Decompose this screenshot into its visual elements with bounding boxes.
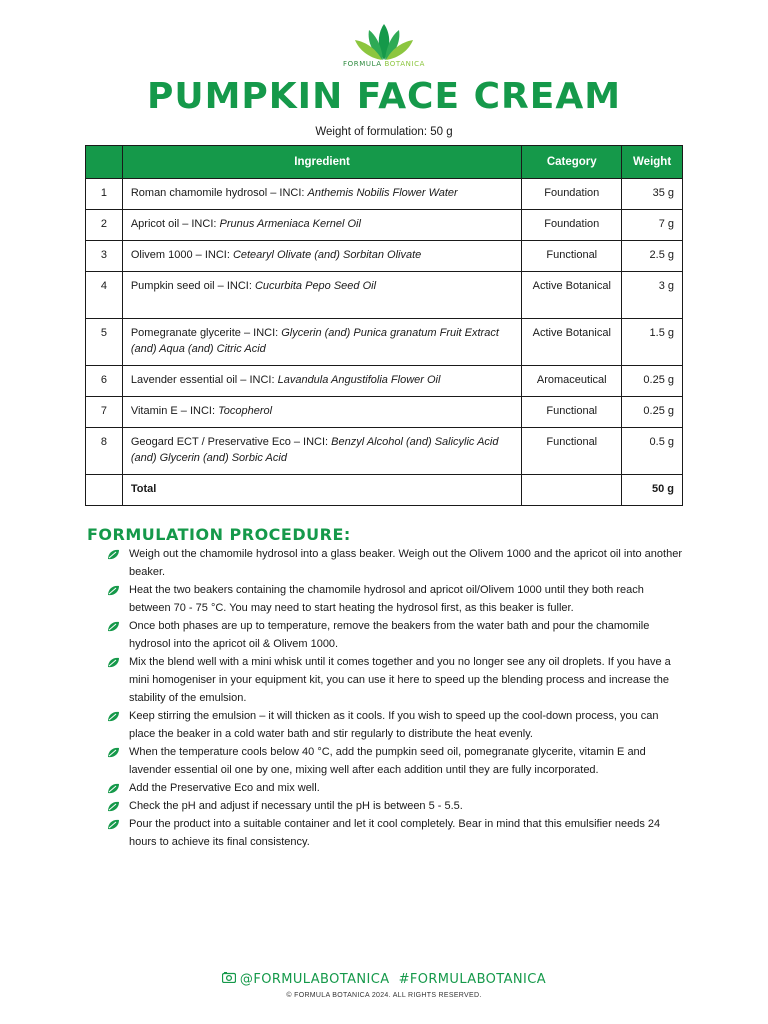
table-row [86,241,683,272]
row-number: 8 [86,428,123,475]
ingredient-category: Aromaceutical [522,366,622,397]
row-number: 4 [86,272,123,319]
ingredient-category: Functional [522,241,622,272]
step-text: Pour the product into a suitable container and let it cool completely. Bear in mind that this emulsifier needs 24 hours to achieve its final consistency. [129,818,661,848]
step-text: Once both phases are up to temperature, remove the beakers from the water bath and pour the chamomile hydrosol into the apricot oil & Olivem 1000. [129,620,650,650]
table-row [86,319,683,366]
header-weight: Weight [622,146,683,179]
procedure-step [107,815,685,851]
header-category: Category [522,146,622,179]
ingredient-category: Functional [522,428,622,475]
leaf-icon [107,656,120,674]
ingredient-weight: 2.5 g [622,241,683,272]
procedure-step [107,617,685,653]
ingredient-name: Roman chamomile hydrosol – INCI: Anthemis Nobilis Flower Water [122,179,522,210]
table-row [86,428,683,475]
brand-logo [340,22,428,72]
procedure-step [107,779,685,797]
total-weight: 50 g [622,475,683,506]
ingredient-name: Lavender essential oil – INCI: Lavandula Angustifolia Flower Oil [122,366,522,397]
total-num-cell [86,475,123,506]
copyright-text: © FORMULA BOTANICA 2024. ALL RIGHTS RESERVED. [286,992,482,999]
table-total-row [86,475,683,506]
table-row [86,210,683,241]
ingredient-category: Active Botanical [522,319,622,366]
header-ingredient: Ingredient [122,146,522,179]
row-number: 6 [86,366,123,397]
table-row [86,272,683,319]
leaf-icon [107,746,120,764]
ingredient-weight: 3 g [622,272,683,319]
step-text: Heat the two beakers containing the chamomile hydrosol and apricot oil/Olivem 1000 until they both reach between 70 - 75 °C. You may need to start heating the hydrosol first, as this beaker is fuller. [129,584,644,614]
procedure-step [107,653,685,707]
step-text: Check the pH and adjust if necessary until the pH is between 5 - 5.5. [129,800,463,812]
row-number: 7 [86,397,123,428]
procedure-step [107,707,685,743]
step-text: Weigh out the chamomile hydrosol into a glass beaker. Weigh out the Olivem 1000 and the apricot oil into another beaker. [129,548,682,578]
social-footer [0,972,768,987]
row-number: 2 [86,210,123,241]
procedure-title: FORMULATION PROCEDURE: [87,525,351,544]
step-text: Mix the blend well with a mini whisk until it comes together and you no longer see any oil droplets. If you have a mini homogeniser in your equipment kit, you can use it here to speed up the blending process and increase the stability of the emulsion. [129,656,671,704]
ingredient-name: Geogard ECT / Preservative Eco – INCI: Benzyl Alcohol (and) Salicylic Acid (and) Glycerin (and) Sorbic Acid [122,428,522,475]
instagram-icon [222,972,236,987]
ingredient-category: Foundation [522,179,622,210]
logo-wordmark: FORMULA BOTANICA [343,60,425,68]
ingredient-weight: 0.25 g [622,397,683,428]
procedure-step [107,797,685,815]
ingredient-name: Apricot oil – INCI: Prunus Armeniaca Kernel Oil [122,210,522,241]
ingredient-name: Pomegranate glycerite – INCI: Glycerin (and) Punica granatum Fruit Extract (and) Aqua (and) Citric Acid [122,319,522,366]
step-text: Add the Preservative Eco and mix well. [129,782,320,794]
row-number: 1 [86,179,123,210]
leaf-icon [107,818,120,836]
row-number: 5 [86,319,123,366]
ingredients-table [85,145,683,506]
ingredient-weight: 7 g [622,210,683,241]
step-text: Keep stirring the emulsion – it will thicken as it cools. If you wish to speed up the cool-down process, you can place the beaker in a cold water bath and stir regularly to distribute the heat evenly. [129,710,659,740]
ingredient-category: Active Botanical [522,272,622,319]
ingredient-weight: 0.25 g [622,366,683,397]
row-number: 3 [86,241,123,272]
procedure-steps-list [107,545,685,851]
leaf-icon [107,620,120,638]
table-row [86,397,683,428]
leaf-icon [107,710,120,728]
leaf-icon [107,584,120,602]
ingredient-category: Functional [522,397,622,428]
table-row [86,366,683,397]
table-row [86,179,683,210]
ingredient-name: Vitamin E – INCI: Tocopherol [122,397,522,428]
ingredient-category: Foundation [522,210,622,241]
social-handles: @FORMULABOTANICA #FORMULABOTANICA [239,972,547,987]
leaf-icon [107,548,120,566]
ingredient-name: Olivem 1000 – INCI: Cetearyl Olivate (and) Sorbitan Olivate [122,241,522,272]
procedure-step [107,545,685,581]
formulation-weight: Weight of formulation: 50 g [315,126,453,138]
page-title: PUMPKIN FACE CREAM [146,76,622,117]
table-header-row [86,146,683,179]
ingredient-weight: 1.5 g [622,319,683,366]
header-num [86,146,123,179]
step-text: When the temperature cools below 40 °C, add the pumpkin seed oil, pomegranate glycerite, vitamin E and lavender essential oil one by one, mixing well after each addition until they are fully incorporated. [129,746,646,776]
ingredient-weight: 0.5 g [622,428,683,475]
procedure-step [107,581,685,617]
procedure-step [107,743,685,779]
botanical-leaves-icon [349,22,419,62]
ingredient-weight: 35 g [622,179,683,210]
ingredient-name: Pumpkin seed oil – INCI: Cucurbita Pepo Seed Oil [122,272,522,319]
total-label: Total [122,475,522,506]
total-category-cell [522,475,622,506]
